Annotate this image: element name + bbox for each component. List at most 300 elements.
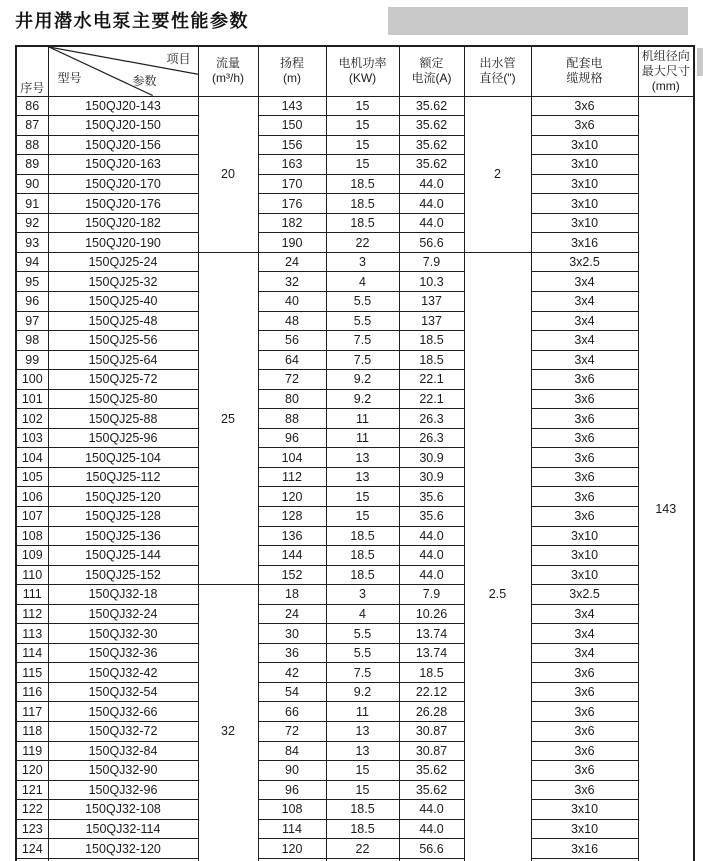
head-cell: 42 — [258, 663, 326, 683]
current-cell: 30.87 — [399, 741, 464, 761]
power-cell: 4 — [326, 604, 399, 624]
header-serial: 序号 — [16, 46, 48, 96]
table-body — [16, 96, 694, 861]
header-radial-line2: 最大尺寸 — [641, 63, 690, 78]
cable-cell: 3x4 — [531, 624, 638, 644]
serial-cell: 118 — [16, 722, 48, 742]
current-cell: 137 — [399, 291, 464, 311]
redacted-header-box — [388, 7, 688, 35]
cable-cell: 3x10 — [531, 135, 638, 155]
cable-cell: 3x6 — [531, 487, 638, 507]
header-model-diagonal — [48, 46, 198, 96]
model-cell: 150QJ32-90 — [48, 761, 198, 781]
model-cell: 150QJ32-72 — [48, 722, 198, 742]
model-cell: 150QJ25-144 — [48, 546, 198, 566]
power-cell: 13 — [326, 722, 399, 742]
power-cell: 18.5 — [326, 526, 399, 546]
model-cell: 150QJ25-48 — [48, 311, 198, 331]
serial-cell: 113 — [16, 624, 48, 644]
cable-cell: 3x2.5 — [531, 252, 638, 272]
current-cell: 44.0 — [399, 546, 464, 566]
current-cell: 26.28 — [399, 702, 464, 722]
serial-cell: 123 — [16, 819, 48, 839]
table-row — [16, 213, 694, 233]
power-cell: 11 — [326, 702, 399, 722]
table-row — [16, 389, 694, 409]
model-cell: 150QJ32-120 — [48, 839, 198, 859]
current-cell: 10.26 — [399, 604, 464, 624]
cable-cell: 3x6 — [531, 96, 638, 116]
serial-cell: 92 — [16, 213, 48, 233]
current-cell: 30.9 — [399, 448, 464, 468]
current-cell: 26.3 — [399, 409, 464, 429]
table-row — [16, 761, 694, 781]
head-cell: 112 — [258, 467, 326, 487]
power-cell: 7.5 — [326, 350, 399, 370]
current-cell: 35.62 — [399, 96, 464, 116]
power-cell: 15 — [326, 155, 399, 175]
model-cell: 150QJ25-136 — [48, 526, 198, 546]
cable-cell: 3x10 — [531, 565, 638, 585]
power-cell: 18.5 — [326, 194, 399, 214]
head-cell: 84 — [258, 741, 326, 761]
cable-cell: 3x10 — [531, 174, 638, 194]
serial-cell: 124 — [16, 839, 48, 859]
cable-cell: 3x10 — [531, 546, 638, 566]
current-cell: 13.74 — [399, 643, 464, 663]
head-cell: 150 — [258, 116, 326, 136]
header-head-line2: (m) — [283, 71, 301, 86]
table-row — [16, 96, 694, 116]
serial-cell: 91 — [16, 194, 48, 214]
serial-cell: 111 — [16, 585, 48, 605]
serial-cell: 88 — [16, 135, 48, 155]
current-cell: 13.74 — [399, 624, 464, 644]
table-row — [16, 643, 694, 663]
page-edge-tab — [697, 48, 703, 76]
cable-cell: 3x4 — [531, 604, 638, 624]
head-cell: 136 — [258, 526, 326, 546]
serial-cell: 115 — [16, 663, 48, 683]
head-cell: 96 — [258, 780, 326, 800]
head-cell: 88 — [258, 409, 326, 429]
head-cell: 120 — [258, 487, 326, 507]
current-cell: 30.9 — [399, 467, 464, 487]
head-cell: 152 — [258, 565, 326, 585]
table-row — [16, 409, 694, 429]
model-cell: 150QJ32-24 — [48, 604, 198, 624]
cable-cell: 3x6 — [531, 428, 638, 448]
serial-cell: 93 — [16, 233, 48, 253]
model-cell: 150QJ20-150 — [48, 116, 198, 136]
serial-cell: 119 — [16, 741, 48, 761]
head-cell: 170 — [258, 174, 326, 194]
cable-cell: 3x6 — [531, 448, 638, 468]
model-cell: 150QJ32-18 — [48, 585, 198, 605]
serial-cell: 105 — [16, 467, 48, 487]
cable-cell: 3x4 — [531, 291, 638, 311]
power-cell: 3 — [326, 252, 399, 272]
table-row — [16, 585, 694, 605]
table-row — [16, 155, 694, 175]
head-cell: 30 — [258, 624, 326, 644]
cable-cell: 3x10 — [531, 213, 638, 233]
power-cell: 7.5 — [326, 331, 399, 351]
model-cell: 150QJ25-120 — [48, 487, 198, 507]
power-cell: 15 — [326, 135, 399, 155]
table-row — [16, 663, 694, 683]
power-cell: 18.5 — [326, 819, 399, 839]
head-cell: 143 — [258, 96, 326, 116]
header-current-line1: 额定 — [419, 56, 444, 71]
table-row — [16, 291, 694, 311]
header-flow — [198, 46, 258, 96]
head-cell: 120 — [258, 839, 326, 859]
header-cable — [531, 46, 638, 96]
power-cell: 22 — [326, 839, 399, 859]
power-cell: 11 — [326, 409, 399, 429]
power-cell: 15 — [326, 506, 399, 526]
current-cell: 44.0 — [399, 565, 464, 585]
cable-cell: 3x10 — [531, 800, 638, 820]
table-row — [16, 722, 694, 742]
cable-cell: 3x6 — [531, 663, 638, 683]
model-cell: 150QJ25-40 — [48, 291, 198, 311]
header-head — [258, 46, 326, 96]
cable-cell: 3x2.5 — [531, 585, 638, 605]
model-cell: 150QJ32-96 — [48, 780, 198, 800]
current-cell: 10.3 — [399, 272, 464, 292]
cable-cell: 3x6 — [531, 761, 638, 781]
head-cell: 144 — [258, 546, 326, 566]
serial-cell: 104 — [16, 448, 48, 468]
table-row — [16, 233, 694, 253]
model-cell: 150QJ25-72 — [48, 370, 198, 390]
model-cell: 150QJ25-80 — [48, 389, 198, 409]
head-cell: 48 — [258, 311, 326, 331]
head-cell: 176 — [258, 194, 326, 214]
cable-cell: 3x6 — [531, 741, 638, 761]
head-cell: 24 — [258, 252, 326, 272]
power-cell: 9.2 — [326, 389, 399, 409]
outlet-cell: 2 — [464, 96, 531, 252]
power-cell: 3 — [326, 585, 399, 605]
current-cell: 35.62 — [399, 116, 464, 136]
table-row — [16, 448, 694, 468]
cable-cell: 3x6 — [531, 780, 638, 800]
model-cell: 150QJ25-56 — [48, 331, 198, 351]
power-cell: 9.2 — [326, 682, 399, 702]
serial-cell: 97 — [16, 311, 48, 331]
current-cell: 18.5 — [399, 331, 464, 351]
flow-cell: 20 — [198, 96, 258, 252]
model-cell: 150QJ20-163 — [48, 155, 198, 175]
current-cell: 26.3 — [399, 428, 464, 448]
table-row — [16, 741, 694, 761]
serial-cell: 116 — [16, 682, 48, 702]
power-cell: 18.5 — [326, 800, 399, 820]
table-row — [16, 174, 694, 194]
header-radial-line3: (mm) — [651, 78, 680, 93]
table-row — [16, 604, 694, 624]
table-row — [16, 331, 694, 351]
cable-cell: 3x6 — [531, 370, 638, 390]
table-row — [16, 194, 694, 214]
current-cell: 30.87 — [399, 722, 464, 742]
serial-cell: 120 — [16, 761, 48, 781]
table-row — [16, 272, 694, 292]
cable-cell: 3x6 — [531, 682, 638, 702]
current-cell: 7.9 — [399, 252, 464, 272]
power-cell: 5.5 — [326, 291, 399, 311]
serial-cell: 114 — [16, 643, 48, 663]
head-cell: 56 — [258, 331, 326, 351]
power-cell: 7.5 — [326, 663, 399, 683]
power-cell: 15 — [326, 96, 399, 116]
header-flow-line1: 流量 — [215, 56, 240, 71]
cable-cell: 3x4 — [531, 350, 638, 370]
diagonal-label-parameter: 参数 — [132, 74, 157, 88]
serial-cell: 101 — [16, 389, 48, 409]
cable-cell: 3x4 — [531, 272, 638, 292]
header-outlet-line1: 出水管 — [479, 56, 516, 71]
table-row — [16, 135, 694, 155]
table-row — [16, 624, 694, 644]
table-row — [16, 702, 694, 722]
current-cell: 35.6 — [399, 506, 464, 526]
current-cell: 22.12 — [399, 682, 464, 702]
serial-cell: 107 — [16, 506, 48, 526]
serial-cell: 103 — [16, 428, 48, 448]
power-cell: 13 — [326, 741, 399, 761]
cable-cell: 3x10 — [531, 526, 638, 546]
header-outlet-line2: 直径(") — [479, 71, 516, 86]
power-cell: 15 — [326, 116, 399, 136]
head-cell: 18 — [258, 585, 326, 605]
head-cell: 156 — [258, 135, 326, 155]
current-cell: 18.5 — [399, 663, 464, 683]
cable-cell: 3x6 — [531, 409, 638, 429]
current-cell: 137 — [399, 311, 464, 331]
model-cell: 150QJ20-143 — [48, 96, 198, 116]
cable-cell: 3x6 — [531, 389, 638, 409]
power-cell: 15 — [326, 487, 399, 507]
current-cell: 22.1 — [399, 370, 464, 390]
model-cell: 150QJ20-176 — [48, 194, 198, 214]
cable-cell: 3x6 — [531, 116, 638, 136]
serial-cell: 90 — [16, 174, 48, 194]
header-head-line1: 扬程 — [279, 56, 304, 71]
header-cable-line1: 配套电 — [566, 56, 603, 71]
serial-cell: 121 — [16, 780, 48, 800]
header-radial-line1: 机组径向 — [641, 48, 690, 63]
current-cell: 44.0 — [399, 194, 464, 214]
head-cell: 54 — [258, 682, 326, 702]
cable-cell: 3x6 — [531, 722, 638, 742]
current-cell: 35.62 — [399, 780, 464, 800]
power-cell: 15 — [326, 780, 399, 800]
head-cell: 108 — [258, 800, 326, 820]
serial-cell: 112 — [16, 604, 48, 624]
table-row — [16, 839, 694, 859]
power-cell: 18.5 — [326, 213, 399, 233]
power-cell: 9.2 — [326, 370, 399, 390]
current-cell: 56.6 — [399, 839, 464, 859]
model-cell: 150QJ25-64 — [48, 350, 198, 370]
power-cell: 15 — [326, 761, 399, 781]
head-cell: 104 — [258, 448, 326, 468]
header-outlet — [464, 46, 531, 96]
serial-cell: 109 — [16, 546, 48, 566]
model-cell: 150QJ32-42 — [48, 663, 198, 683]
table-row — [16, 252, 694, 272]
pump-parameters-table — [15, 45, 695, 861]
head-cell: 64 — [258, 350, 326, 370]
merged-cell-value: 143 — [655, 501, 677, 516]
model-cell: 150QJ32-66 — [48, 702, 198, 722]
head-cell: 66 — [258, 702, 326, 722]
table-row — [16, 565, 694, 585]
cable-cell: 3x4 — [531, 311, 638, 331]
model-cell: 150QJ20-190 — [48, 233, 198, 253]
head-cell: 114 — [258, 819, 326, 839]
header-power — [326, 46, 399, 96]
model-cell: 150QJ25-112 — [48, 467, 198, 487]
current-cell: 35.62 — [399, 135, 464, 155]
header-flow-line2: (m³/h) — [212, 71, 244, 86]
power-cell: 13 — [326, 448, 399, 468]
power-cell: 13 — [326, 467, 399, 487]
power-cell: 18.5 — [326, 565, 399, 585]
merged-cell-value: 2.5 — [488, 586, 507, 601]
serial-cell: 87 — [16, 116, 48, 136]
serial-cell: 110 — [16, 565, 48, 585]
head-cell: 24 — [258, 604, 326, 624]
power-cell: 18.5 — [326, 174, 399, 194]
diagonal-label-item: 项目 — [166, 52, 191, 66]
head-cell: 72 — [258, 370, 326, 390]
table-row — [16, 682, 694, 702]
serial-cell: 96 — [16, 291, 48, 311]
current-cell: 35.62 — [399, 761, 464, 781]
power-cell: 5.5 — [326, 624, 399, 644]
header-cable-line2: 缆规格 — [566, 71, 603, 86]
page-title: 井用潜水电泵主要性能参数 — [15, 11, 249, 31]
model-cell: 150QJ20-170 — [48, 174, 198, 194]
table-row — [16, 546, 694, 566]
model-cell: 150QJ32-114 — [48, 819, 198, 839]
model-cell: 150QJ32-108 — [48, 800, 198, 820]
current-cell: 35.62 — [399, 155, 464, 175]
head-cell: 190 — [258, 233, 326, 253]
head-cell: 80 — [258, 389, 326, 409]
serial-cell: 89 — [16, 155, 48, 175]
header-current — [399, 46, 464, 96]
header-current-line2: 电流(A) — [411, 71, 452, 86]
power-cell: 5.5 — [326, 311, 399, 331]
header-power-line1: 电机功率 — [338, 56, 387, 71]
table-row — [16, 800, 694, 820]
table-row — [16, 487, 694, 507]
table-row — [16, 780, 694, 800]
cable-cell: 3x10 — [531, 155, 638, 175]
serial-cell: 95 — [16, 272, 48, 292]
head-cell: 163 — [258, 155, 326, 175]
model-cell: 150QJ32-30 — [48, 624, 198, 644]
serial-cell: 102 — [16, 409, 48, 429]
table-row — [16, 311, 694, 331]
serial-cell: 108 — [16, 526, 48, 546]
model-cell: 150QJ32-36 — [48, 643, 198, 663]
head-cell: 182 — [258, 213, 326, 233]
cable-cell: 3x16 — [531, 233, 638, 253]
header-power-line2: (KW) — [348, 71, 377, 86]
table-row — [16, 370, 694, 390]
power-cell: 5.5 — [326, 643, 399, 663]
diagonal-label-model: 型号 — [57, 71, 82, 85]
outlet-cell — [464, 252, 531, 861]
head-cell: 90 — [258, 761, 326, 781]
table-row — [16, 819, 694, 839]
radial-cell — [638, 96, 694, 861]
current-cell: 56.6 — [399, 233, 464, 253]
model-cell: 150QJ25-104 — [48, 448, 198, 468]
current-cell: 44.0 — [399, 526, 464, 546]
cable-cell: 3x10 — [531, 194, 638, 214]
serial-cell: 117 — [16, 702, 48, 722]
table-row — [16, 350, 694, 370]
cable-cell: 3x16 — [531, 839, 638, 859]
power-cell: 11 — [326, 428, 399, 448]
flow-cell: 32 — [198, 585, 258, 861]
model-cell: 150QJ25-88 — [48, 409, 198, 429]
header-row — [16, 46, 694, 96]
header-radial — [638, 46, 694, 96]
serial-cell: 94 — [16, 252, 48, 272]
head-cell: 36 — [258, 643, 326, 663]
serial-cell: 122 — [16, 800, 48, 820]
cable-cell: 3x6 — [531, 506, 638, 526]
model-cell: 150QJ25-152 — [48, 565, 198, 585]
table-row — [16, 526, 694, 546]
table-row — [16, 467, 694, 487]
model-cell: 150QJ20-182 — [48, 213, 198, 233]
cable-cell: 3x6 — [531, 467, 638, 487]
model-cell: 150QJ32-54 — [48, 682, 198, 702]
model-cell: 150QJ32-84 — [48, 741, 198, 761]
head-cell: 32 — [258, 272, 326, 292]
cable-cell: 3x4 — [531, 331, 638, 351]
cable-cell: 3x10 — [531, 819, 638, 839]
table-row — [16, 428, 694, 448]
serial-cell: 86 — [16, 96, 48, 116]
serial-cell: 106 — [16, 487, 48, 507]
serial-cell: 100 — [16, 370, 48, 390]
cable-cell: 3x6 — [531, 702, 638, 722]
table-row — [16, 506, 694, 526]
head-cell: 96 — [258, 428, 326, 448]
model-cell: 150QJ25-96 — [48, 428, 198, 448]
current-cell: 44.0 — [399, 174, 464, 194]
current-cell: 7.9 — [399, 585, 464, 605]
model-cell: 150QJ25-128 — [48, 506, 198, 526]
head-cell: 40 — [258, 291, 326, 311]
head-cell: 72 — [258, 722, 326, 742]
model-cell: 150QJ25-24 — [48, 252, 198, 272]
serial-cell: 99 — [16, 350, 48, 370]
cable-cell: 3x4 — [531, 643, 638, 663]
power-cell: 18.5 — [326, 546, 399, 566]
